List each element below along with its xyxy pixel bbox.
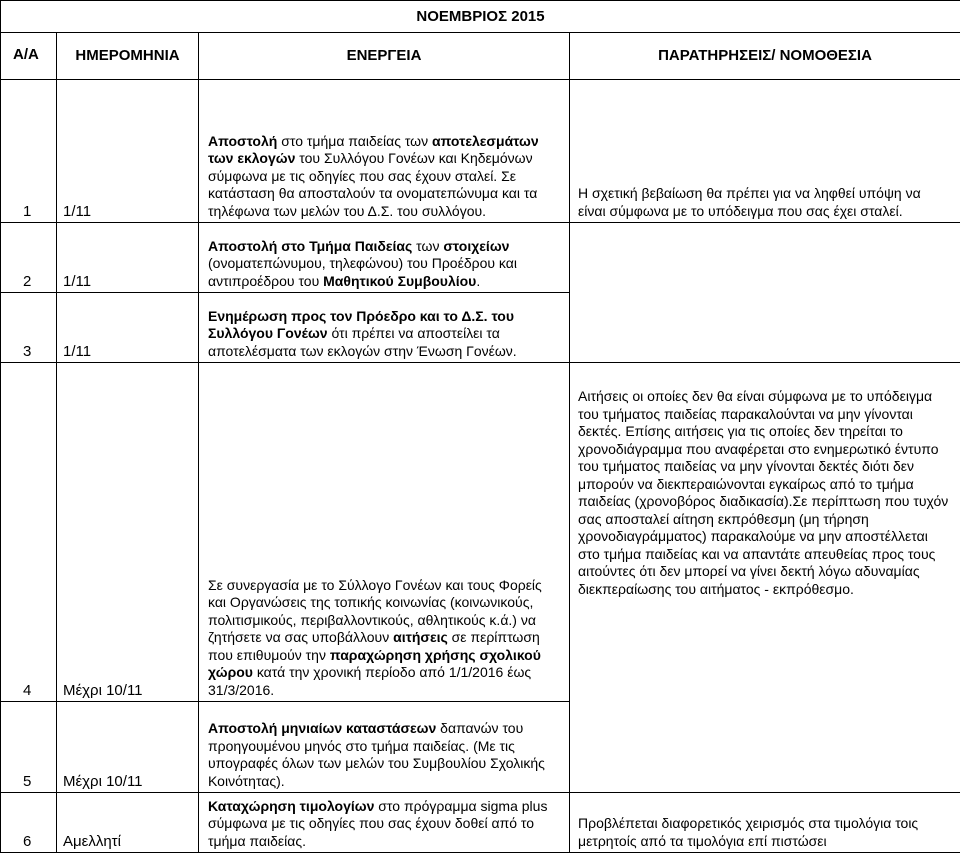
table-row xyxy=(1,793,960,853)
row-num: 6 xyxy=(1,793,57,853)
bold-text-segment: Μαθητικού Συμβουλίου xyxy=(323,273,476,289)
text-segment: στο πρόγραμμα sigma plus σύμφωνα με τις οδηγίες που σας έχουν δοθεί από το τμήμα παιδείας. xyxy=(208,798,547,849)
text-segment: κατά την χρονική περίοδο από 1/1/2016 έως 31/3/2016. xyxy=(208,664,531,698)
table-row xyxy=(1,363,960,702)
row-notes: Η σχετική βεβαίωση θα πρέπει για να ληφθεί υπόψη να είναι σύμφωνα με το υπόδειγμα που σας έχει σταλεί. xyxy=(570,80,960,223)
row-num: 2 xyxy=(1,223,57,293)
page-title: ΝΟΕΜΒΡΙΟΣ 2015 xyxy=(1,1,960,33)
bold-text-segment: αποτελεσμάτων των εκλογών xyxy=(208,133,539,167)
row-action xyxy=(199,363,570,702)
row-num: 5 xyxy=(1,702,57,793)
row-date: 1/11 xyxy=(57,80,199,223)
text-segment: Σε συνεργασία με το Σύλλογο Γονέων και τους Φορείς και Οργανώσεις της τοπικής κοινωνίας (κοινωνικούς, πολιτισμικούς, περιβαλλοντικούς, αθλητικούς κ.ά.) να ζητήσετε να σας υποβάλλουν xyxy=(208,577,542,646)
row-num: 4 xyxy=(1,363,57,702)
row-num: 3 xyxy=(1,293,57,363)
bold-text-segment: αιτήσεις xyxy=(393,629,448,645)
text-segment: των xyxy=(412,238,443,254)
header-date: ΗΜΕΡΟΜΗΝΙΑ xyxy=(57,33,199,80)
bold-text-segment: παραχώρηση χρήσης σχολικού χώρου xyxy=(208,647,541,681)
text-segment: . xyxy=(476,273,480,289)
row-notes: Προβλέπεται διαφορετικός χειρισμός στα τιμολόγια τοις μετρητοίς από τα τιμολόγια επί πιστώσει xyxy=(570,793,960,853)
bold-text-segment: Καταχώρηση τιμολογίων xyxy=(208,798,374,814)
bold-text-segment: Αποστολή στο Τμήμα Παιδείας xyxy=(208,238,412,254)
bold-text-segment: στοιχείων xyxy=(443,238,509,254)
row-date: Μέχρι 10/11 xyxy=(57,363,199,702)
table-row xyxy=(1,80,960,223)
row-action xyxy=(199,293,570,363)
bold-text-segment: Αποστολή μηνιαίων καταστάσεων xyxy=(208,720,436,736)
header-action: ΕΝΕΡΓΕΙΑ xyxy=(199,33,570,80)
text-segment: του Συλλόγου Γονέων και Κηδεμόνων σύμφωνα με τις οδηγίες που σας έχουν σταλεί. Σε κατάσταση θα αποσταλούν τα ονοματεπώνυμα και τα τηλέφωνα των μελών του Δ.Σ. του συλλόγου. xyxy=(208,150,537,219)
header-num: Α/Α xyxy=(1,33,57,80)
header-row xyxy=(1,33,960,80)
row-notes: Αιτήσεις οι οποίες δεν θα είναι σύμφωνα με το υπόδειγμα του τμήματος παιδείας παρακαλούνται να μην γίνονται δεκτές. Επίσης αιτήσεις για τις οποίες δεν τηρείται το χρονοδιάγραμμα που αναφέρεται στο ενημερωτικό έντυπο του τμήματος παιδείας να μην γίνονται δεκτές διότι δεν μπορούν να διεκπεραιώνονται εγκαίρως από το τμήμα παιδείας (χρονοβόρος διαδικασία).Σε περίπτωση που τυχόν σας αποσταλεί αίτηση εκπρόθεσμη (μη τήρηση χρονοδιαγράμματος) παρακαλούμε να μην αποστέλλεται στο τμήμα παιδείας και να απαντάτε απευθείας προς τους αιτούντες ότι δεν μπορεί να γίνει δεκτή λόγω αδυναμίας διεκπεραίωσης του αιτήματος - εκπρόθεσμο. xyxy=(570,363,960,793)
text-segment: δαπανών του προηγουμένου μηνός στο τμήμα παιδείας. (Με τις υπογραφές όλων των μελών του Συμβουλίου Σχολικής Κοινότητας). xyxy=(208,720,545,789)
row-date: 1/11 xyxy=(57,223,199,293)
text-segment: σε περίπτωση που επιθυμούν την xyxy=(208,629,540,663)
table-row xyxy=(1,223,960,293)
row-date: Αμελλητί xyxy=(57,793,199,853)
row-action xyxy=(199,223,570,293)
row-date: 1/11 xyxy=(57,293,199,363)
text-segment: στο τμήμα παιδείας των xyxy=(277,133,432,149)
row-num: 1 xyxy=(1,80,57,223)
row-date: Μέχρι 10/11 xyxy=(57,702,199,793)
bold-text-segment: Ενημέρωση προς τον Πρόεδρο και το Δ.Σ. του Συλλόγου Γονέων xyxy=(208,308,514,342)
row-action xyxy=(199,702,570,793)
header-notes: ΠΑΡΑΤΗΡΗΣΕΙΣ/ ΝΟΜΟΘΕΣΙΑ xyxy=(570,33,960,80)
bold-text-segment: Αποστολή xyxy=(208,133,277,149)
row-notes xyxy=(570,223,960,363)
row-action xyxy=(199,793,570,853)
text-segment: (ονοματεπώνυμου, τηλεφώνου) του Προέδρου και αντιπροέδρου του xyxy=(208,255,517,289)
text-segment: ότι πρέπει να αποστείλει τα αποτελέσματα των εκλογών στην Ένωση Γονέων. xyxy=(208,325,517,359)
row-action xyxy=(199,80,570,223)
